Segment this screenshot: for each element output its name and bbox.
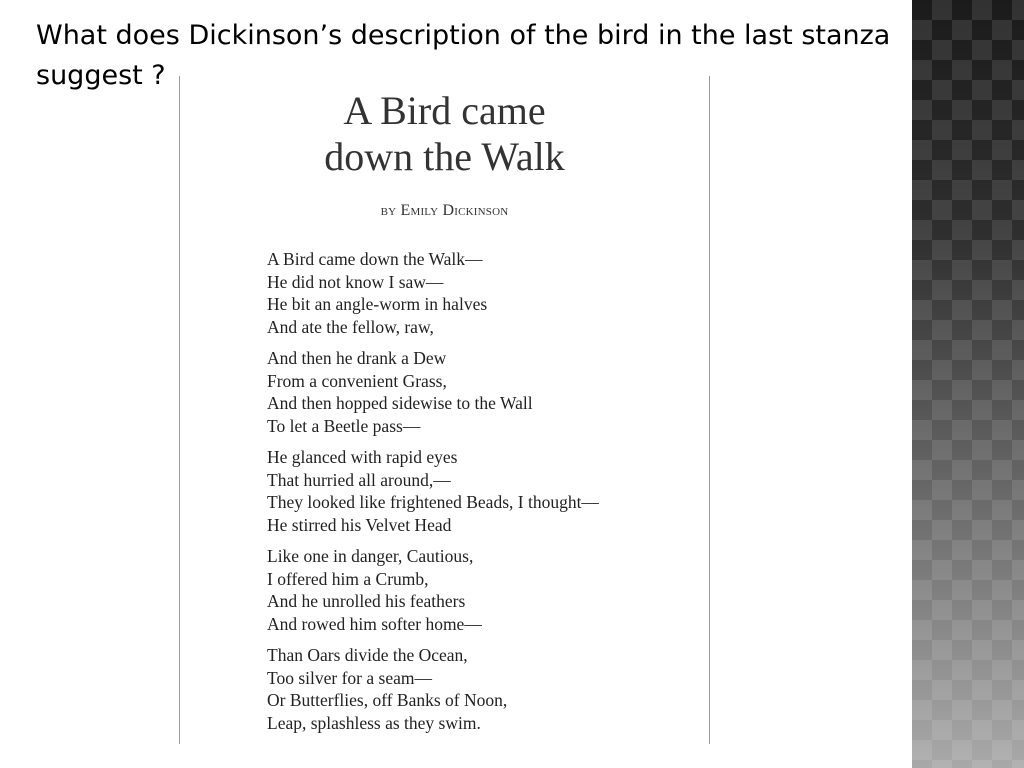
poem-line: And then he drank a Dew (267, 348, 447, 368)
poem-line: I offered him a Crumb, (267, 568, 429, 589)
poem-line: From a convenient Grass, (267, 370, 447, 391)
poem-line: Like one in danger, Cautious, (267, 546, 474, 566)
poem-line: Leap, splashless as they swim. (267, 712, 481, 733)
poem-page (179, 76, 710, 744)
poem-line: And then hopped sidewise to the Wall (267, 393, 533, 413)
decorative-side-band (912, 0, 1024, 768)
diamond-pattern (912, 0, 1024, 768)
question-text: What does Dickinson’s description of the bird in the last stanza suggest ? (36, 20, 891, 91)
poem-line: And ate the fellow, raw, (267, 316, 434, 337)
poem-line: That hurried all around,— (267, 469, 451, 490)
poem-body (267, 248, 697, 743)
poem-line: And rowed him softer home— (267, 613, 482, 634)
poem-line: He stirred his Velvet Head (267, 514, 452, 535)
stanza-2 (267, 347, 697, 437)
poem-line: A Bird came down the Walk— (267, 249, 483, 269)
stanza-4 (267, 545, 697, 635)
poem-line: He glanced with rapid eyes (267, 447, 458, 467)
poem-title-line-2: down the Walk (324, 134, 565, 179)
poem-byline: by Emily Dickinson (380, 202, 509, 219)
poem-line: And he unrolled his feathers (267, 591, 466, 611)
poem-line: Or Butterflies, off Banks of Noon, (267, 690, 508, 710)
stanza-1 (267, 248, 697, 338)
poem-line: He bit an angle-worm in halves (267, 294, 488, 314)
stanza-3 (267, 446, 697, 536)
poem-title-line-1: A Bird came (343, 88, 546, 133)
stanza-5 (267, 644, 697, 734)
poem-line: They looked like frightened Beads, I thought— (267, 492, 599, 512)
poem-line: To let a Beetle pass— (267, 415, 421, 436)
poem-title (180, 88, 709, 180)
poem-line: He did not know I saw— (267, 271, 444, 292)
poem-line: Too silver for a seam— (267, 667, 432, 688)
poem-line: Than Oars divide the Ocean, (267, 645, 468, 665)
